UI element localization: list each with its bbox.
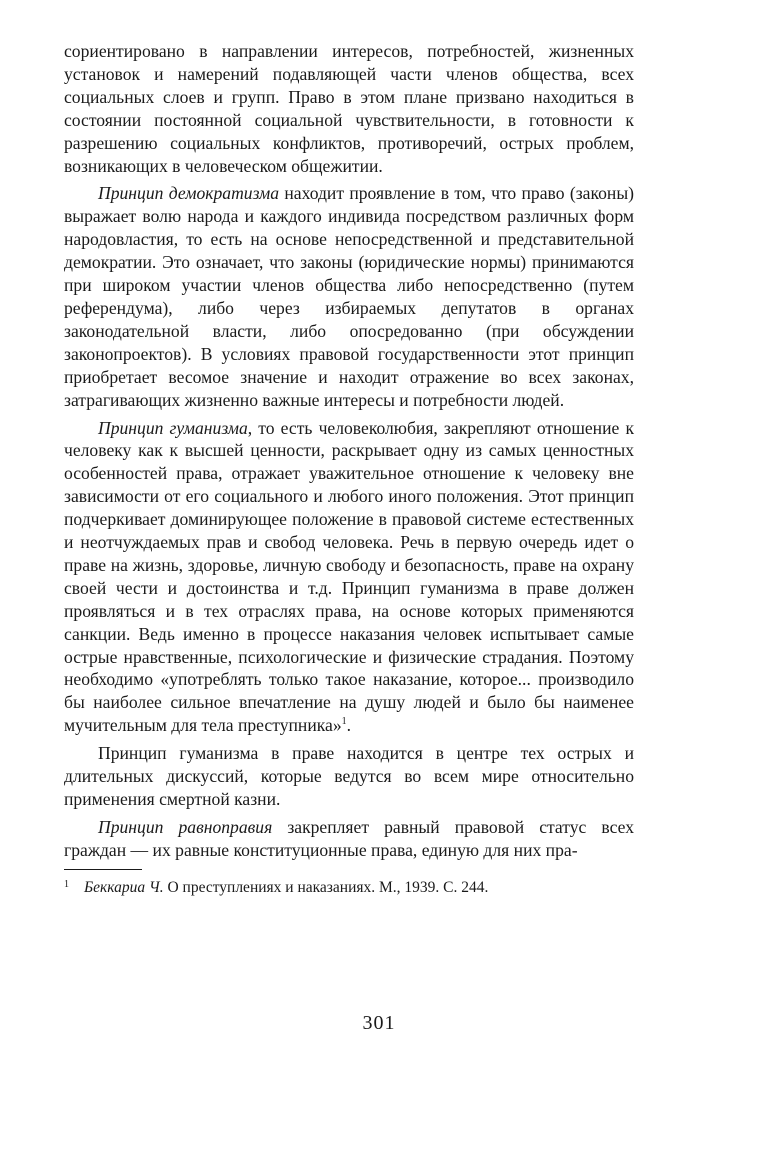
footnote [64,878,634,897]
paragraph-text: находит проявление в том, что право (законы) выражает волю народа и каждого индивида посредством различных форм народовластия, то есть на основе непосредственной и представительной демократии. Это означает, что законы (юридические нормы) принимаются при широком участии членов общества либо непосредственно (путем референдума), либо через избираемых депутатов в органах законодательной власти, либо опосредованно (при обсуждении законопроектов). В условиях правовой государственности этот принцип приобретает весомое значение и находит отражение во всех законах, затрагивающих жизненно важные интересы и потребности людей. [64,183,634,410]
paragraph-text: сориентировано в направлении интересов, потребностей, жизненных установок и намерений подавляющей части членов общества, всех социальных слоев и групп. Право в этом плане призвано находиться в состоянии постоянной социальной чувствительности, в готовности к разрешению социальных конфликтов, противоречий, острых проблем, возникающих в человеческом общежитии. [64,41,634,176]
footnote-mark: 1 [64,878,69,890]
page-body [64,40,634,897]
footnote-divider [64,869,142,870]
paragraph-text: Принцип гуманизма в праве находится в центре тех острых и длительных дискуссий, которые ведутся во всем мире относительно применения смертной казни. [64,743,634,809]
paragraph-text: , то есть человеколюбия, закрепляют отношение к человеку как к высшей ценности, раскрывает одну из самых ценностных особенностей права, отражает уважительное отношение к человеку вне зависимости от его социального и любого иного положения. Этот принцип подчеркивает доминирующее положение в правовой системе естественных и неотчуждаемых прав и свобод человека. Речь в первую очередь идет о праве на жизнь, здоровье, личную свободу и безопасность, праве на охрану своей чести и достоинства и т.д. Принцип гуманизма в праве должен проявляться и в тех отраслях права, на основе которых применяются санкции. Ведь именно в процессе наказания человек испытывает самые острые нравственные, психологические и физические страдания. Поэтому необходимо «употреблять только такое наказание, которое... производило бы наиболее сильное впечатление на душу людей и было бы наименее мучительным для тела преступника» [64,417,634,736]
principle-term: Принцип гуманизма [98,417,248,438]
paragraph-humanism [64,417,634,738]
principle-term: Принцип демократизма [98,183,280,204]
footnote-author: Беккариа Ч. [84,878,164,896]
paragraph-democratism [64,182,634,411]
paragraph-humanism-death-penalty [64,742,634,811]
footnote-text: О преступлениях и наказаниях. М., 1939. С. 244. [163,878,489,896]
paragraph-tail: . [346,715,352,736]
paragraph-text: закрепляет равный правовой статус всех граждан — их равные конституционные права, единую для них пра- [64,816,634,860]
page-number: 301 [362,1012,396,1034]
footnote-reference[interactable]: 1 [341,716,347,728]
principle-term: Принцип равноправия [98,816,273,837]
paragraph-equality [64,816,634,862]
paragraph-intro [64,40,634,177]
